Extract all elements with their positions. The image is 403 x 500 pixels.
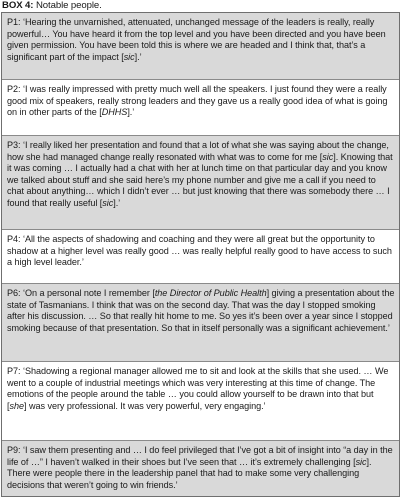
quote-text: P6: ‘On a personal note I remember [the Director of Public Health] giving a presentation about the state of Tasmanians. I think that was on the second day. That was the day I stopped smoking after his discussion. … So that really hit home to me. So yes it’s been over a year since I stopped smoking because of that presentation. So that in itself personally was a significant achievement.’ bbox=[7, 288, 395, 333]
quote-text: P9: ‘I saw them presenting and … I do feel privileged that I’ve got a bit of insight into “a day in the life of …” I haven’t walked in their shoes but I’ve seen that … it’s extremely challenging [sic]. There were people there in the leadership panel that had to make some very challenging decisions that weren’t going to win friends.’ bbox=[7, 445, 393, 490]
quote-text: P3: ‘I really liked her presentation and found that a lot of what she was saying about the change, how she had managed change really resonated with what was to come for me [sic]. Knowing that it was coming … I actually had a chat with her at lunch time on that particular day and you know we talked about stuff and she said here’s my phone number and give me a call if you need to chat about anything… which I didn’t ever … but just knowing that there was somebody there … I found that really useful [sic].’ bbox=[7, 140, 393, 208]
box-label: BOX 4: bbox=[2, 0, 34, 11]
quote-text: P1: ‘Hearing the unvarnished, attenuated, unchanged message of the leaders is really, really powerful… You have heard it from the top level and you have been directed and you have been given permission. You have been told this is where we are headed and I think that, that’s a significant part of the impact [sic].’ bbox=[7, 17, 386, 62]
quote-p4 bbox=[2, 229, 399, 283]
quotes-box bbox=[1, 12, 400, 497]
quote-text: P4: ‘All the aspects of shadowing and coaching and they were all great but the opportunity to shadow at a higher level was really good … was really helpful really good to have access to such a high level leader.’ bbox=[7, 234, 392, 268]
box-title: Notable people. bbox=[35, 0, 102, 11]
quote-text: P2: ‘I was really impressed with pretty much well all the speakers. I just found they were a really good mix of speakers, really strong leaders and they gave us a really good idea of what is going on in other parts of the [DHHS].’ bbox=[7, 84, 388, 118]
quote-p7 bbox=[2, 361, 399, 440]
quote-p3 bbox=[2, 135, 399, 229]
quote-p1 bbox=[2, 13, 399, 79]
quote-p9 bbox=[2, 440, 399, 496]
quote-text: P7: ‘Shadowing a regional manager allowed me to sit and look at the skills that she used. … We went to a couple of industrial meetings which was very interesting at this time of change. The emotions of the people around the table … you could allow yourself to be drawn into that but [she] was very professional. It was very powerful, very engaging.’ bbox=[7, 366, 389, 411]
quote-p2 bbox=[2, 79, 399, 135]
quote-p6 bbox=[2, 283, 399, 361]
box-heading bbox=[0, 0, 403, 12]
